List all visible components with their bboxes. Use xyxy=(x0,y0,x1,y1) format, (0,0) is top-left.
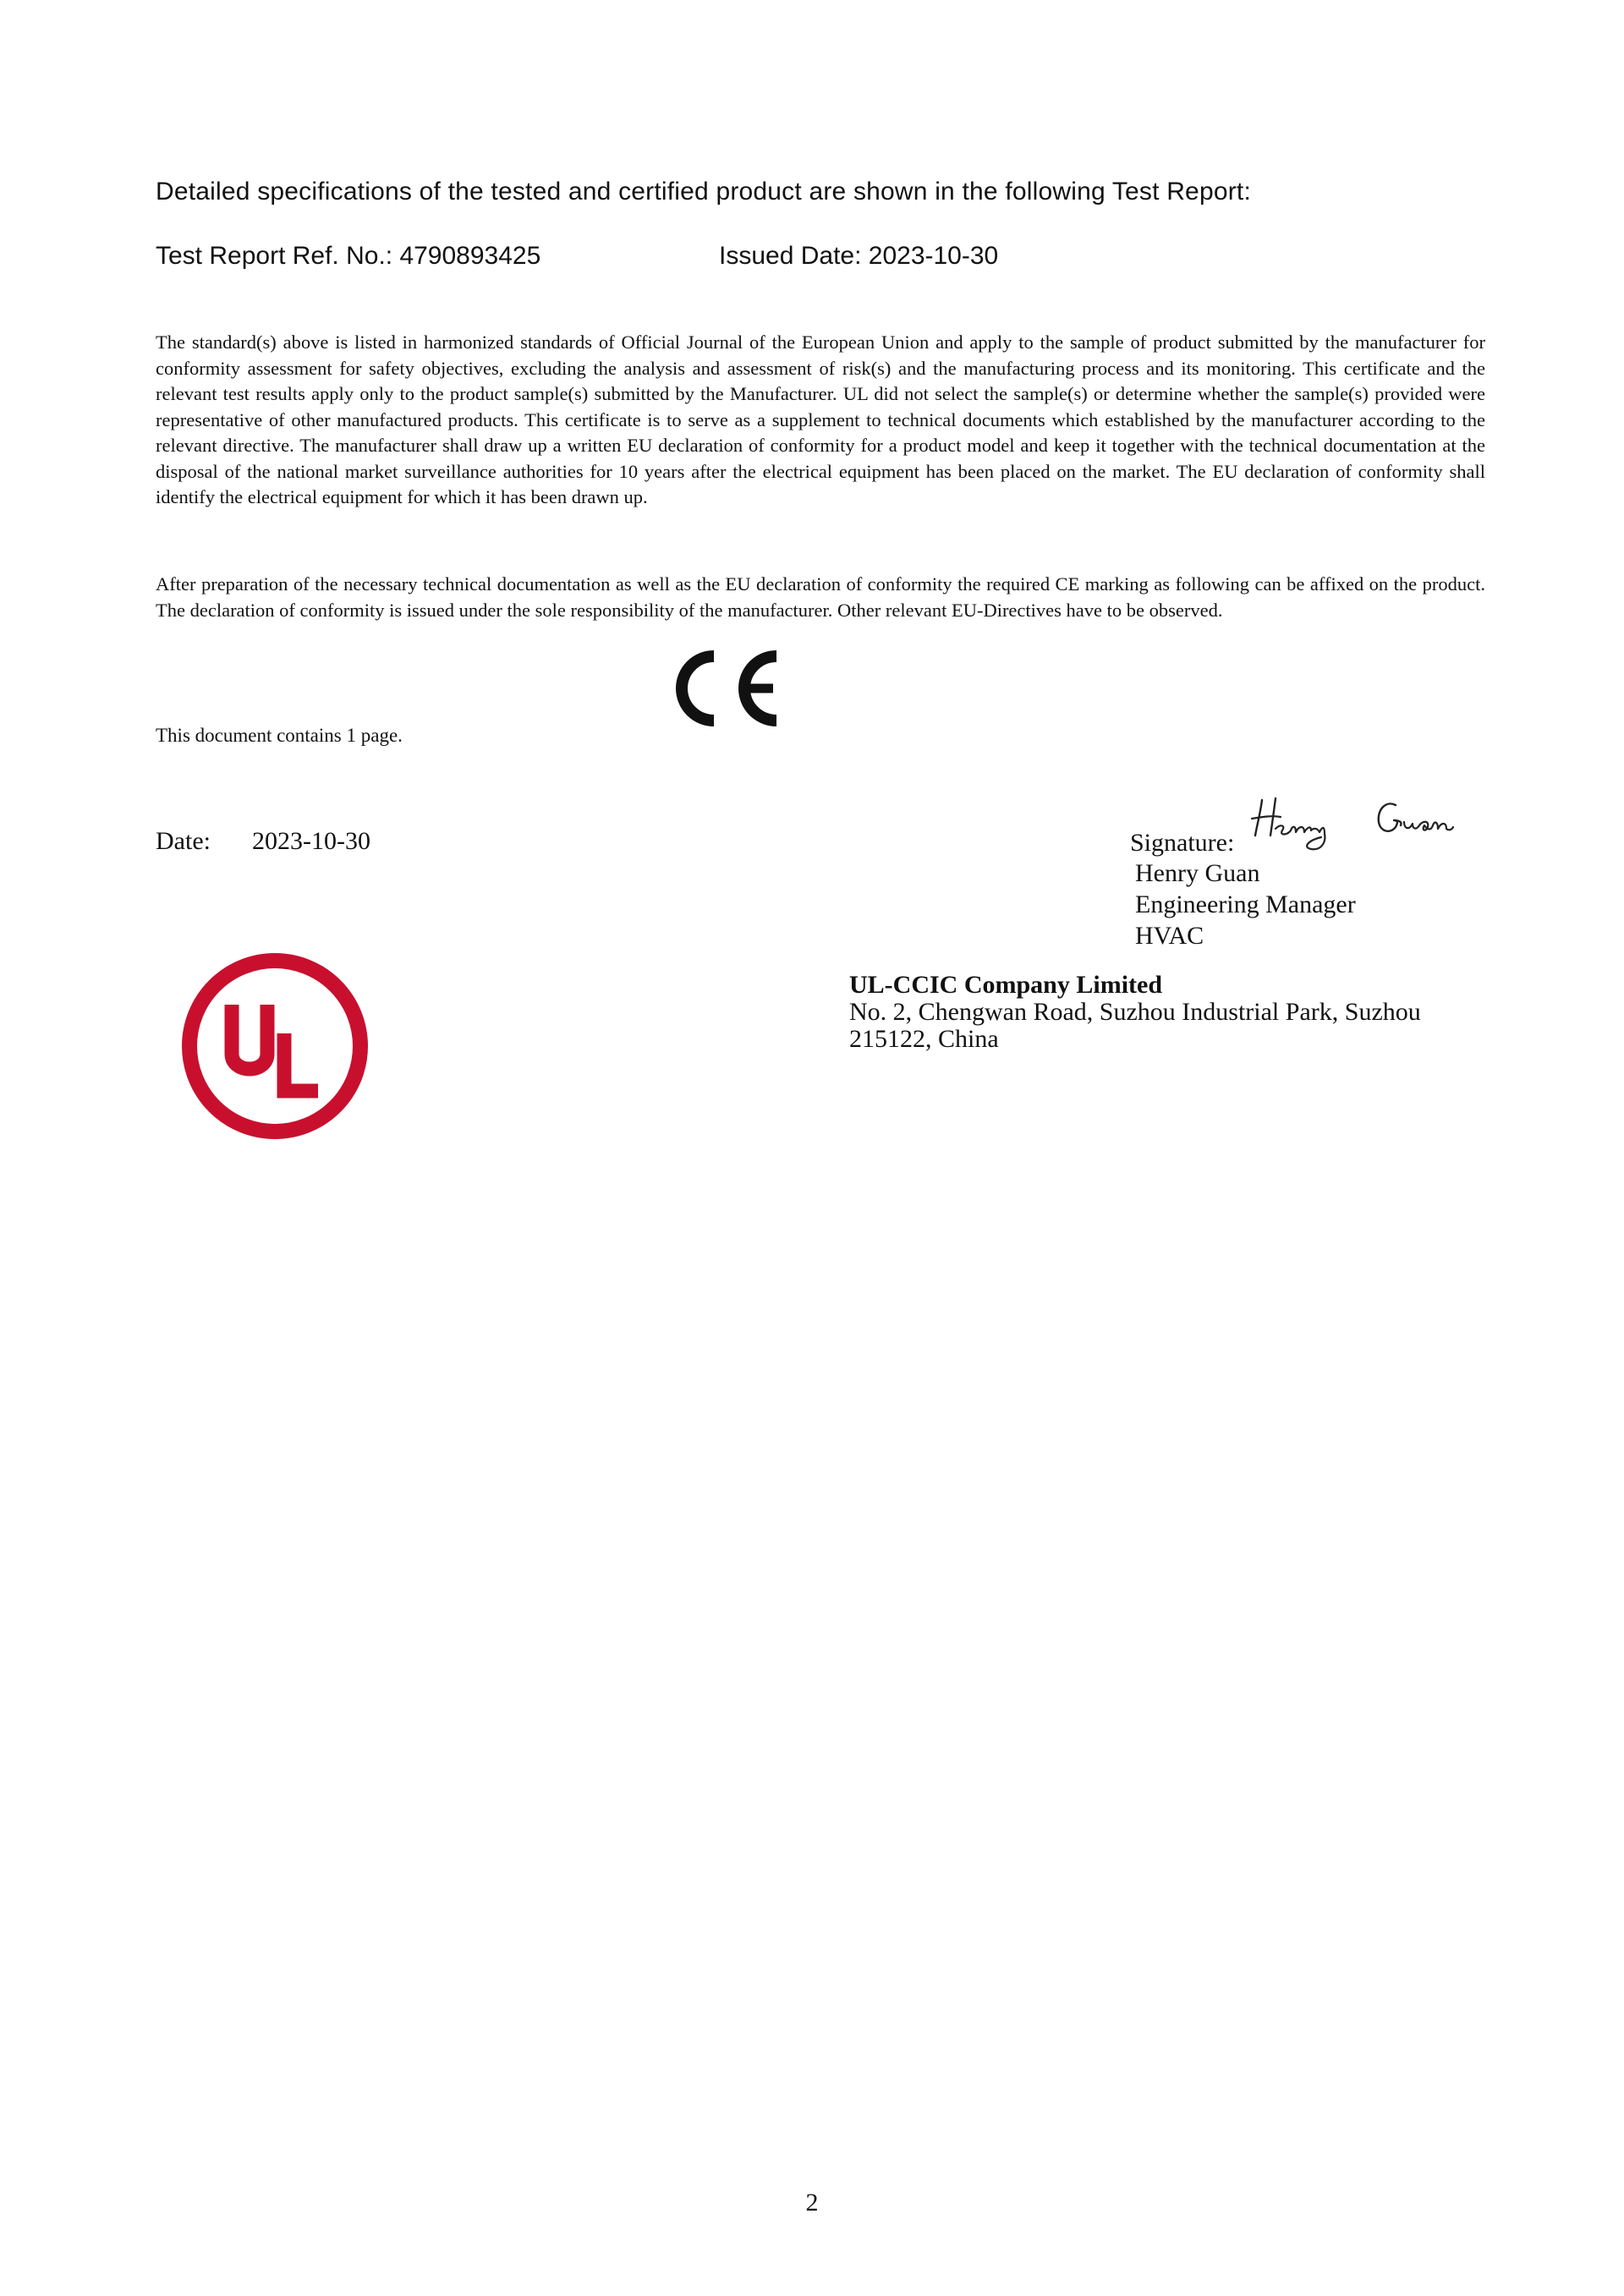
company-address-line1: No. 2, Chengwan Road, Suzhou Industrial Park, Suzhou xyxy=(849,998,1421,1026)
signer-name: Henry Guan xyxy=(1135,859,1260,887)
issued-date: Issued Date: 2023-10-30 xyxy=(719,242,999,270)
company-address-line2: 215122, China xyxy=(849,1025,999,1053)
ce-mark-icon xyxy=(668,646,787,731)
signature-label: Signature: xyxy=(1130,829,1235,857)
date-value: 2023-10-30 xyxy=(252,827,370,855)
test-report-ref: Test Report Ref. No.: 4790893425 xyxy=(156,242,541,270)
handwritten-signature xyxy=(1250,792,1470,859)
ce-marking-paragraph: After preparation of the necessary technical documentation as well as the EU declaration of conformity the required CE marking as following can be affixed on the product. The declaration of conformity is issued under the sole responsibility of the manufacturer. Other relevant EU-Directives have to be observed. xyxy=(156,573,1485,621)
signer-department: HVAC xyxy=(1135,922,1204,950)
page-count-note: This document contains 1 page. xyxy=(156,725,403,746)
date-label: Date: xyxy=(156,827,211,855)
ul-logo-icon xyxy=(179,951,370,1142)
company-name: UL-CCIC Company Limited xyxy=(849,971,1163,999)
intro-sentence: Detailed specifications of the tested and certified product are shown in the following Test Report: xyxy=(156,178,1251,205)
signer-title: Engineering Manager xyxy=(1135,890,1356,918)
standards-paragraph: The standard(s) above is listed in harmonized standards of Official Journal of the European Union and apply to the sample of product submitted by the manufacturer for conformity assessment for safety objectives, excluding the analysis and assessment of risk(s) and the manufacturing process and its monitoring. This certificate and the relevant test results apply only to the product sample(s) submitted by the Manufacturer. UL did not select the sample(s) or determine whether the sample(s) provided were representative of other manufactured products. This certificate is to serve as a supplement to technical documents which established by the manufacturer according to the relevant directive. The manufacturer shall draw up a written EU declaration of conformity for a product model and keep it together with the technical documentation at the disposal of the national market surveillance authorities for 10 years after the electrical equipment has been placed on the market. The EU declaration of conformity shall identify the electrical equipment for which it has been drawn up. xyxy=(156,332,1485,507)
page-number: 2 xyxy=(805,2189,819,2217)
